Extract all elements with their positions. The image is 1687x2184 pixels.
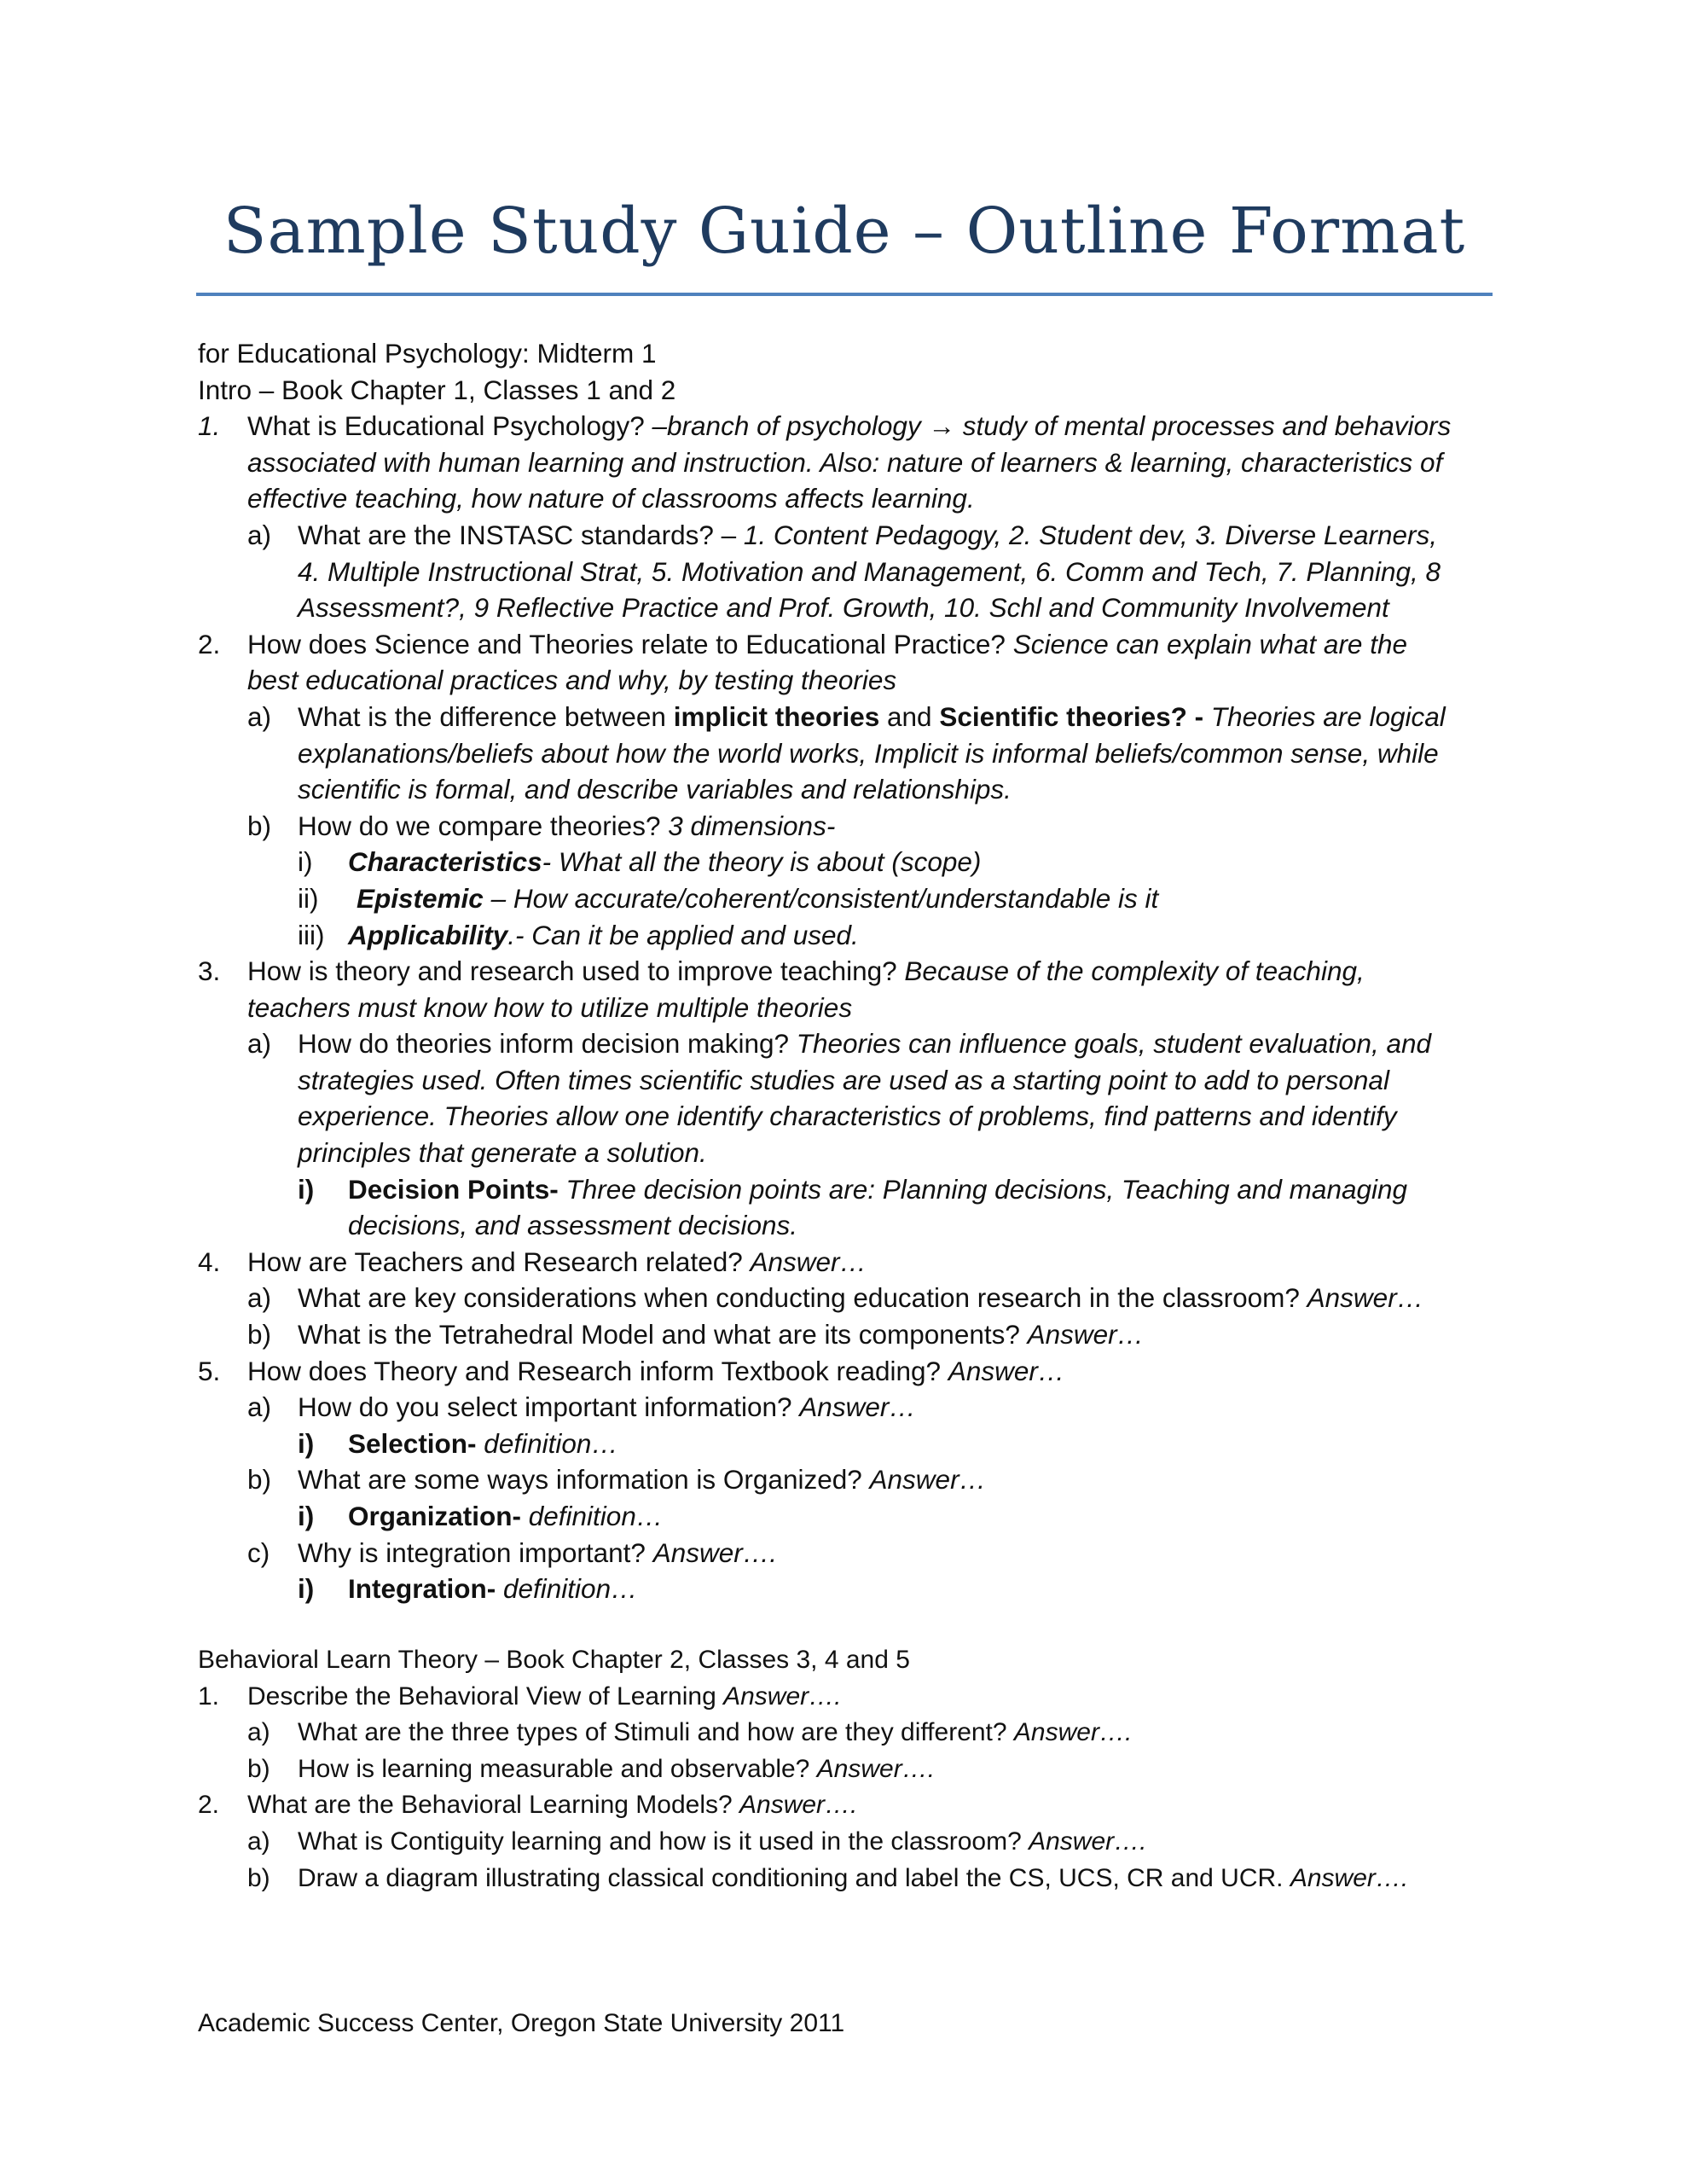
question-text: What are the Behavioral Learning Models?: [247, 1791, 740, 1820]
answer-text: Assessment?, 9 Reflective Practice and Prof. Growth, 10. Schl and Community Involvement: [298, 592, 1389, 624]
list-item: [198, 1679, 1511, 1716]
answer-text: Answer…: [1027, 1319, 1145, 1350]
list-item: [198, 1824, 1511, 1861]
item-letter: a): [247, 700, 272, 732]
answer-text: Answer….: [816, 1754, 936, 1783]
question-text: How does Theory and Research inform Textbook reading?: [247, 1355, 948, 1386]
answer-text: Theories are logical: [1210, 700, 1446, 732]
item-letter: b): [247, 1319, 272, 1350]
answer-text: Answer…: [869, 1464, 987, 1496]
answer-text: 1. Content Pedagogy, 2. Student dev, 3. Diverse Learners,: [743, 519, 1437, 550]
key-term: Organization-: [348, 1501, 521, 1531]
item-roman: i): [298, 1573, 315, 1605]
definition-text: definition…: [476, 1427, 618, 1459]
list-item: [198, 1171, 1511, 1208]
list-item: [198, 1715, 1511, 1751]
list-item: [198, 953, 1511, 990]
answer-text: Answer….: [1029, 1827, 1147, 1856]
item-roman: i): [298, 1173, 315, 1205]
item-roman: ii): [298, 882, 319, 914]
answer-text: scientific is formal, and describe variables and relationships.: [298, 774, 1012, 805]
item-letter: b): [247, 1863, 270, 1892]
list-item: [198, 880, 1511, 917]
answer-text: Answer….: [1013, 1718, 1133, 1747]
item-letter: a): [247, 519, 272, 550]
key-term: implicit theories: [673, 700, 880, 732]
page-footer: Academic Success Center, Oregon State University 2011: [198, 2009, 845, 2037]
list-item: [198, 1025, 1511, 1062]
item-number: 2.: [198, 1791, 220, 1820]
list-item: [198, 808, 1511, 845]
item-letter: b): [247, 810, 272, 841]
question-text: What are the three types of Stimuli and how are they different?: [298, 1718, 1014, 1747]
list-item: [198, 1787, 1511, 1824]
subtitle: for Educational Psychology: Midterm 1: [198, 338, 657, 369]
key-term: Characteristics: [348, 846, 542, 878]
question-text: and: [879, 700, 940, 732]
list-item: [198, 699, 1511, 735]
list-item: [198, 1353, 1511, 1390]
section-heading: Intro – Book Chapter 1, Classes 1 and 2: [198, 374, 676, 405]
list-item: [198, 408, 1511, 444]
answer-text: associated with human learning and instruction. Also: nature of learners & learning, characteristics of: [247, 446, 1443, 478]
key-term: Scientific theories? -: [939, 700, 1211, 732]
list-item: [198, 1861, 1511, 1897]
item-roman: iii): [298, 919, 325, 950]
list-item: [198, 626, 1511, 663]
answer-text: strategies used. Often times scientific studies are used as a starting point to add to personal: [298, 1064, 1389, 1095]
list-item: [198, 844, 1511, 880]
answer-text: principles that generate a solution.: [298, 1137, 707, 1169]
list-item: [198, 1535, 1511, 1571]
item-roman: i): [298, 1427, 315, 1459]
question-text: Draw a diagram illustrating classical conditioning and label the CS, UCS, CR and UCR.: [298, 1863, 1290, 1892]
list-item: [198, 917, 1511, 954]
answer-text: Answer…: [1307, 1282, 1424, 1314]
answer-text: explanations/beliefs about how the world works, Implicit is informal beliefs/common sense, while: [298, 737, 1439, 769]
answer-text: teachers must know how to utilize multiple theories: [247, 991, 853, 1023]
item-letter: b): [247, 1464, 272, 1496]
answer-text: Because of the complexity of teaching,: [904, 956, 1365, 987]
item-letter: c): [247, 1536, 270, 1568]
answer-text: Answer….: [652, 1536, 777, 1568]
answer-text: 4. Multiple Instructional Strat, 5. Motivation and Management, 6. Comm and Tech, 7. Planning, 8: [298, 555, 1441, 587]
list-item: [198, 517, 1511, 554]
question-text: What is Educational Psychology?: [247, 410, 652, 442]
question-text: How do theories inform decision making?: [298, 1028, 797, 1060]
list-item: [198, 1244, 1511, 1281]
question-text: Why is integration important?: [298, 1536, 653, 1568]
item-number: 2.: [198, 628, 221, 659]
item-roman: i): [298, 1501, 315, 1531]
section-heading: Behavioral Learn Theory – Book Chapter 2, Classes 3, 4 and 5: [198, 1646, 910, 1674]
item-number: 3.: [198, 956, 221, 987]
list-item: [198, 1571, 1511, 1607]
section-intro: [198, 335, 1511, 1607]
item-number: 1.: [198, 1682, 220, 1711]
item-letter: a): [247, 1028, 272, 1060]
answer-text: Answer…: [799, 1391, 916, 1423]
answer-text: Answer….: [739, 1791, 858, 1820]
answer-text: 3 dimensions-: [668, 810, 836, 841]
question-text: What is the difference between: [298, 700, 674, 732]
definition-text: decisions, and assessment decisions.: [348, 1210, 798, 1241]
item-letter: a): [247, 1827, 270, 1856]
question-text: What are key considerations when conducting education research in the classroom?: [298, 1282, 1307, 1314]
question-text: How is theory and research used to improve teaching?: [247, 956, 905, 987]
list-item: [198, 1389, 1511, 1426]
definition-text: – How accurate/coherent/consistent/understandable is it: [483, 882, 1159, 914]
question-text: What are the INSTASC standards? –: [298, 519, 744, 550]
question-text: How are Teachers and Research related?: [247, 1246, 751, 1277]
answer-text: Theories can influence goals, student evaluation, and: [796, 1028, 1432, 1060]
key-term: Integration-: [348, 1573, 496, 1605]
answer-text: best educational practices and why, by testing theories: [247, 665, 897, 696]
item-number: 1.: [198, 410, 221, 442]
page-title: Sample Study Guide – Outline Format: [223, 195, 1466, 268]
answer-text: Answer…: [948, 1355, 1065, 1386]
list-item: [198, 1461, 1511, 1498]
item-letter: a): [247, 1718, 270, 1747]
answer-text: Answer….: [723, 1682, 842, 1711]
item-letter: b): [247, 1754, 270, 1783]
item-letter: a): [247, 1282, 272, 1314]
section-behavioral: [198, 1642, 1511, 1896]
question-text: What are some ways information is Organized?: [298, 1464, 870, 1496]
answer-text: Answer….: [1290, 1863, 1409, 1892]
item-number: 5.: [198, 1355, 221, 1386]
answer-text: experience. Theories allow one identify characteristics of problems, find patterns and identify: [298, 1101, 1397, 1132]
question-text: How is learning measurable and observable?: [298, 1754, 817, 1783]
title-underline: [196, 293, 1493, 296]
definition-text: .- Can it be applied and used.: [507, 919, 859, 950]
answer-text: –branch of psychology → study of mental processes and behaviors: [652, 410, 1452, 442]
question-text: How do you select important information?: [298, 1391, 800, 1423]
item-letter: a): [247, 1391, 272, 1423]
definition-text: definition…: [496, 1573, 638, 1605]
list-item: [198, 1498, 1511, 1535]
question-text: Describe the Behavioral View of Learning: [247, 1682, 724, 1711]
answer-text: effective teaching, how nature of classrooms affects learning.: [247, 483, 975, 514]
answer-text: Science can explain what are the: [1012, 628, 1407, 659]
question-text: How does Science and Theories relate to Educational Practice?: [247, 628, 1013, 659]
key-term: Selection-: [348, 1427, 477, 1459]
answer-text: Answer…: [750, 1246, 867, 1277]
list-item: [198, 1426, 1511, 1462]
key-term: Applicability: [348, 919, 508, 950]
list-item: [198, 1316, 1511, 1353]
definition-text: definition…: [521, 1501, 664, 1531]
list-item: [198, 1751, 1511, 1788]
definition-text: Three decision points are: Planning decisions, Teaching and managing: [558, 1173, 1408, 1205]
question-text: What is the Tetrahedral Model and what are its components?: [298, 1319, 1028, 1350]
question-text: How do we compare theories?: [298, 810, 669, 841]
key-term: Epistemic: [357, 882, 484, 914]
item-number: 4.: [198, 1246, 221, 1277]
list-item: [198, 1280, 1511, 1316]
key-term: Decision Points-: [348, 1173, 559, 1205]
question-text: What is Contiguity learning and how is it used in the classroom?: [298, 1827, 1029, 1856]
definition-text: - What all the theory is about (scope): [542, 846, 982, 878]
item-roman: i): [298, 846, 313, 878]
